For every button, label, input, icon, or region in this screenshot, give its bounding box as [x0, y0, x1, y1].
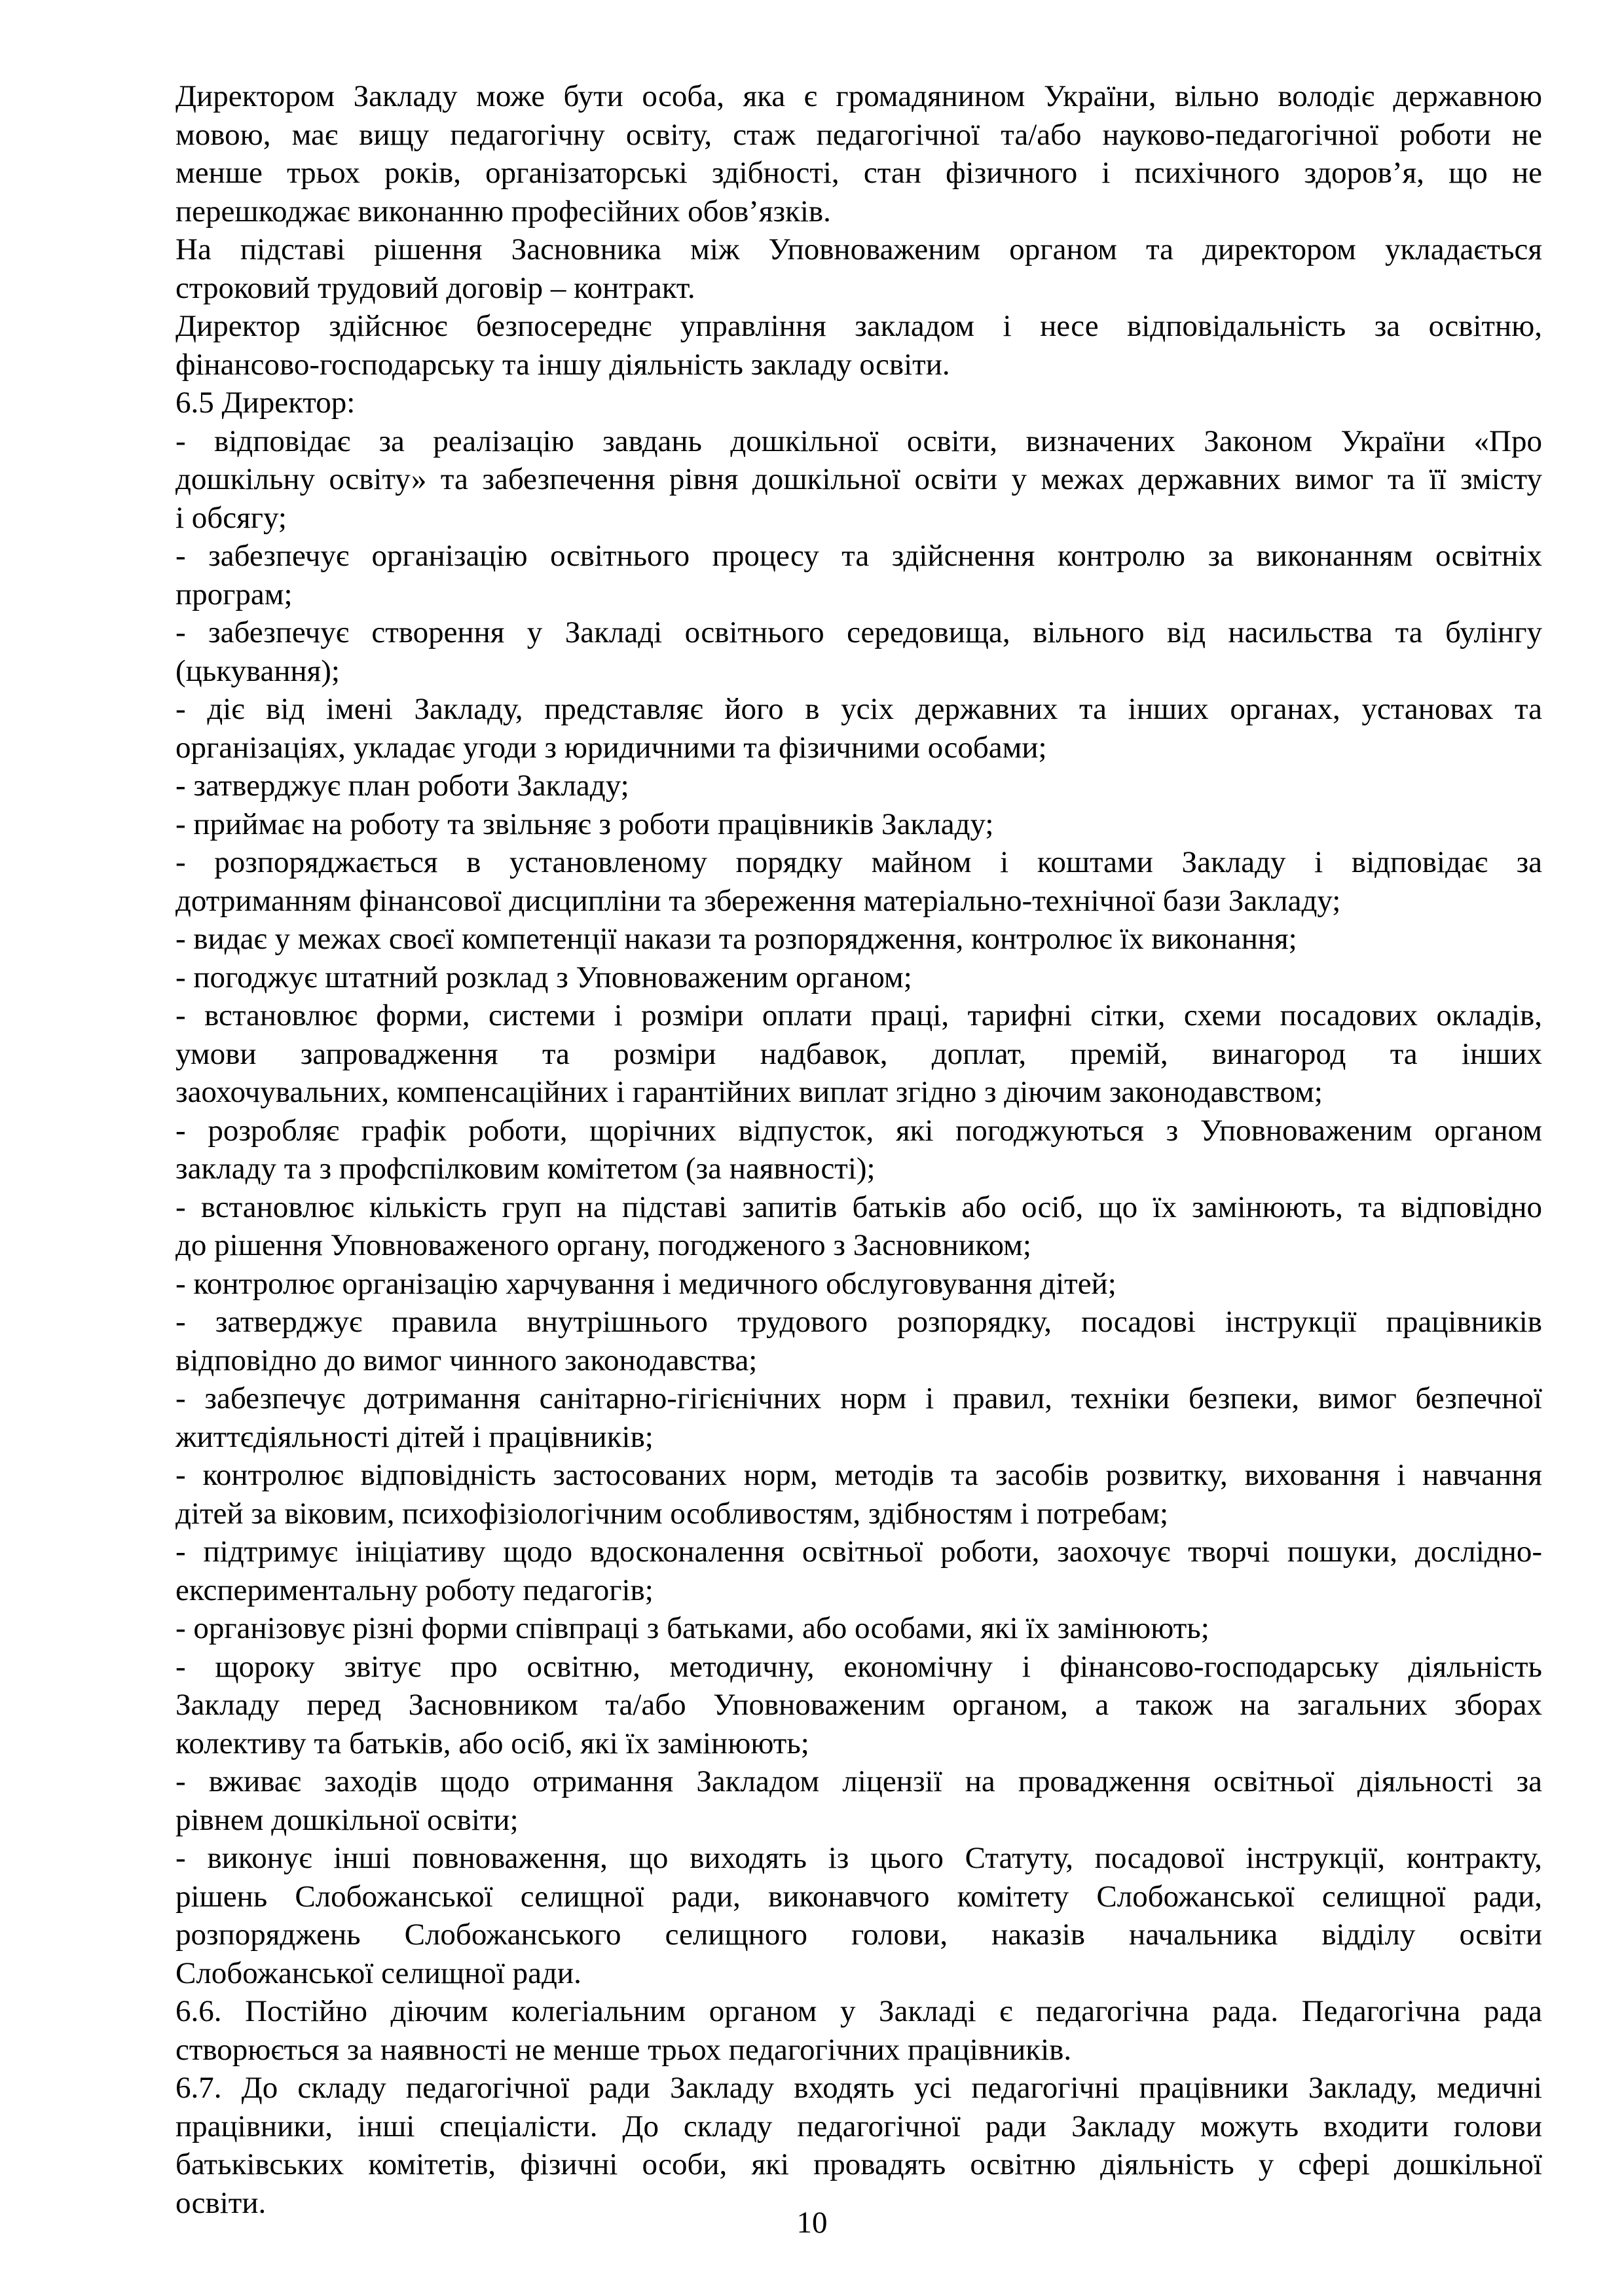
text-line: фінансово-господарську та іншу діяльність закладу освіти.: [175, 347, 950, 382]
text-line: створюється за наявності не менше трьох педагогічних працівників.: [175, 2032, 1072, 2067]
paragraph-duty-4: [175, 690, 1542, 767]
text-line: 6.6. Постійно діючим колегіальним органом у Закладі є педагогічна рада. Педагогічна рада: [175, 1994, 1542, 2028]
text-line: 6.5 Директор:: [175, 386, 356, 420]
paragraph-duty-10: [175, 996, 1542, 1112]
text-line: - забезпечує створення у Закладі освітнього середовища, вільного від насильства та булінгу: [175, 615, 1542, 649]
text-line: дітей за віковим, психофізіологічним особливостям, здібностям і потребам;: [175, 1496, 1169, 1531]
text-line: (цькування);: [175, 653, 340, 688]
text-line: - видає у межах своєї компетенції накази та розпорядження, контролює їх виконання;: [175, 922, 1297, 956]
document-body: [175, 77, 1542, 2222]
text-line: освіти.: [175, 2185, 267, 2220]
paragraph-duty-20: [175, 1762, 1542, 1839]
text-line: відповідно до вимог чинного законодавства;: [175, 1343, 758, 1377]
text-line: розпоряджень Слобожанського селищного голови, наказів начальника відділу освіти: [175, 1918, 1542, 1952]
paragraph-director-eligibility: [175, 77, 1542, 230]
paragraph-duty-8: [175, 920, 1542, 958]
paragraph-duty-18: [175, 1609, 1542, 1648]
text-line: менше трьох років, організаторські здібності, стан фізичного і психічного здоров’я, що не: [175, 156, 1542, 190]
text-line: рівнем дошкільної освіти;: [175, 1802, 519, 1837]
text-line: колективу та батьків, або осіб, які їх замінюють;: [175, 1726, 809, 1760]
paragraph-duty-21: [175, 1839, 1542, 1992]
text-line: рішень Слобожанської селищної ради, виконавчого комітету Слобожанської селищної ради,: [175, 1879, 1542, 1914]
text-line: - контролює відповідність застосованих норм, методів та засобів розвитку, виховання і навчання: [175, 1458, 1542, 1492]
text-line: мовою, має вищу педагогічну освіту, стаж педагогічної та/або науково-педагогічної роботи не: [175, 117, 1542, 152]
text-line: організаціях, укладає угоди з юридичними та фізичними особами;: [175, 730, 1047, 765]
paragraph-duty-16: [175, 1456, 1542, 1533]
text-line: - встановлює кількість груп на підставі запитів батьків або осіб, що їх замінюють, та відповідно: [175, 1190, 1542, 1224]
text-line: - виконує інші повноваження, що виходять із цього Статуту, посадової інструкції, контракту,: [175, 1841, 1542, 1875]
paragraph-duty-11: [175, 1112, 1542, 1188]
text-line: строковий трудовий договір – контракт.: [175, 270, 695, 305]
text-line: - затверджує правила внутрішнього трудового розпорядку, посадові інструкції працівників: [175, 1305, 1542, 1339]
text-line: - організовує різні форми співпраці з батьками, або особами, які їх замінюють;: [175, 1611, 1209, 1645]
text-line: закладу та з профспілковим комітетом (за наявності);: [175, 1152, 876, 1186]
text-line: працівники, інші спеціалісти. До складу педагогічної ради Закладу можуть входити голови: [175, 2109, 1542, 2143]
paragraph-director-management: [175, 307, 1542, 384]
text-line: життєдіяльності дітей і працівників;: [175, 1419, 654, 1454]
text-line: - приймає на роботу та звільняє з роботи працівників Закладу;: [175, 807, 994, 841]
paragraph-duty-19: [175, 1648, 1542, 1763]
paragraph-director-contract: [175, 230, 1542, 307]
text-line: батьківських комітетів, фізичні особи, які провадять освітню діяльність у сфері дошкільної: [175, 2147, 1542, 2181]
paragraph-section-6-6: [175, 1992, 1542, 2069]
text-line: - вживає заходів щодо отримання Закладом ліцензії на провадження освітньої діяльності за: [175, 1764, 1542, 1798]
paragraph-duty-3: [175, 613, 1542, 690]
paragraph-duty-6: [175, 805, 1542, 844]
text-line: Закладу перед Засновником та/або Уповноваженим органом, а також на загальних зборах: [175, 1688, 1542, 1722]
text-line: дошкільну освіту» та забезпечення рівня дошкільної освіти у межах державних вимог та її змісту: [175, 462, 1542, 496]
page-number: 10: [796, 2206, 828, 2240]
text-line: - забезпечує дотримання санітарно-гігієнічних норм і правил, техніки безпеки, вимог безпечної: [175, 1381, 1542, 1415]
text-line: Директор здійснює безпосереднє управління закладом і несе відповідальність за освітню,: [175, 309, 1542, 343]
text-line: Слобожанської селищної ради.: [175, 1956, 581, 1990]
paragraph-section-6-7: [175, 2069, 1542, 2222]
paragraph-duty-12: [175, 1188, 1542, 1265]
text-line: 6.7. До складу педагогічної ради Закладу входять усі педагогічні працівники Закладу, медичні: [175, 2071, 1542, 2105]
text-line: - розпоряджається в установленому порядку майном і коштами Закладу і відповідає за: [175, 845, 1542, 879]
text-line: умови запровадження та розміри надбавок, доплат, премій, винагород та інших: [175, 1036, 1542, 1071]
paragraph-duty-17: [175, 1533, 1542, 1609]
paragraph-duty-13: [175, 1265, 1542, 1303]
text-line: - погоджує штатний розклад з Уповноваженим органом;: [175, 960, 912, 994]
text-line: заохочувальних, компенсаційних і гарантійних виплат згідно з діючим законодавством;: [175, 1075, 1323, 1109]
paragraph-duty-9: [175, 958, 1542, 997]
paragraph-duty-15: [175, 1379, 1542, 1456]
text-line: - діє від імені Закладу, представляє його в усіх державних та інших органах, установах та: [175, 692, 1542, 726]
text-line: - контролює організацію харчування і медичного обслуговування дітей;: [175, 1266, 1116, 1301]
paragraph-duty-5: [175, 767, 1542, 805]
text-line: - щороку звітує про освітню, методичну, економічну і фінансово-господарську діяльність: [175, 1649, 1542, 1684]
paragraph-duty-2: [175, 537, 1542, 613]
text-line: На підставі рішення Засновника між Уповноваженим органом та директором укладається: [175, 232, 1542, 266]
text-line: дотриманням фінансової дисципліни та збереження матеріально-технічної бази Закладу;: [175, 883, 1341, 918]
text-line: експериментальну роботу педагогів;: [175, 1573, 654, 1607]
paragraph-duty-1: [175, 422, 1542, 538]
paragraph-duty-7: [175, 843, 1542, 920]
paragraph-duty-14: [175, 1303, 1542, 1379]
text-line: - встановлює форми, системи і розміри оплати праці, тарифні сітки, схеми посадових окладів,: [175, 998, 1542, 1032]
text-line: і обсягу;: [175, 500, 287, 535]
text-line: - підтримує ініціативу щодо вдосконалення освітньої роботи, заохочує творчі пошуки, дослідно-: [175, 1535, 1542, 1569]
text-line: програм;: [175, 577, 293, 611]
text-line: Директором Закладу може бути особа, яка є громадянином України, вільно володіє державною: [175, 79, 1542, 113]
text-line: перешкоджає виконанню професійних обов’язків.: [175, 194, 831, 228]
text-line: - забезпечує організацію освітнього процесу та здійснення контролю за виконанням освітніх: [175, 539, 1542, 573]
text-line: - розробляє графік роботи, щорічних відпусток, які погоджуються з Уповноваженим органом: [175, 1113, 1542, 1148]
text-line: до рішення Уповноваженого органу, погодженого з Засновником;: [175, 1228, 1031, 1262]
text-line: - відповідає за реалізацію завдань дошкільної освіти, визначених Законом України «Про: [175, 424, 1542, 458]
paragraph-section-6-5-heading: [175, 384, 1542, 422]
text-line: - затверджує план роботи Закладу;: [175, 769, 629, 803]
